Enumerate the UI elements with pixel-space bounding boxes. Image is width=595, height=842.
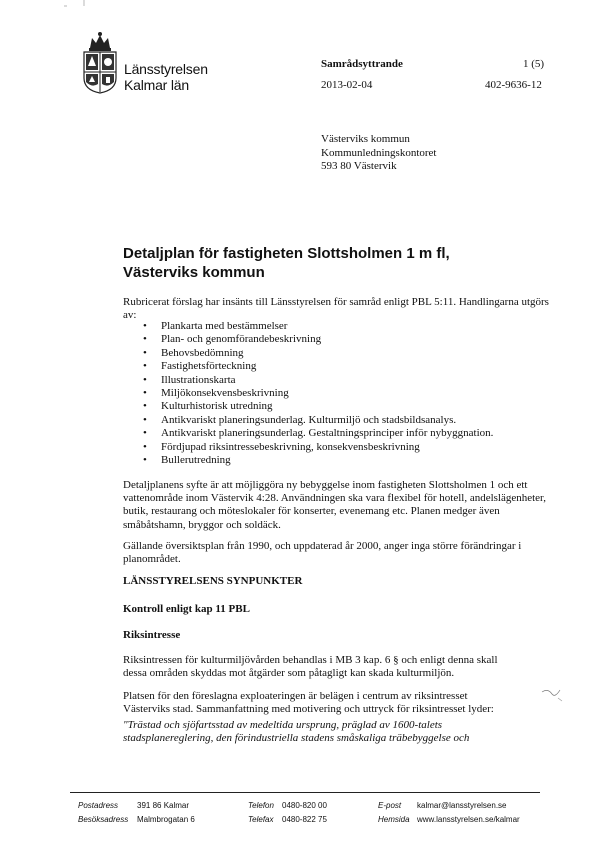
attachment-label: Antikvariskt planeringsunderlag. Gestaltningsprinciper inför nybyggnation. — [161, 427, 494, 440]
attachment-label: Kulturhistorisk utredning — [161, 400, 273, 413]
riksintresse-quote — [123, 719, 563, 745]
page-number: 1 (5) — [523, 58, 545, 70]
bullet-icon: • — [143, 320, 147, 332]
bullet-icon: • — [143, 427, 147, 440]
purpose-line: småbåtshamn, bryggor och soldäck. — [123, 518, 281, 531]
overview-line: Gällande översiktsplan från 1990, och uppdaterad år 2000, anger inga större förändringar i — [123, 540, 522, 552]
bullet-icon: • — [143, 373, 147, 386]
attachment-item — [143, 414, 493, 427]
recipient-line2: Kommunledningskontoret — [321, 146, 437, 159]
bullet-icon: • — [143, 400, 147, 413]
quote-line: "Trästad och sjöfartsstad av medeltida ursprung, präglad av 1600-talets — [123, 719, 443, 731]
recipient-line3: 593 80 Västervik — [321, 160, 397, 172]
document-title: Detaljplan för fastigheten Slottsholmen 1 m fl, Västerviks kommun — [123, 245, 450, 281]
bullet-icon: • — [143, 333, 147, 346]
attachment-label: Behovsbedömning — [161, 346, 244, 359]
riksintresse-line: Västerviks stad. Sammanfattning med motivering och uttryck för riksintresset lyder: — [123, 703, 494, 716]
attachment-label: Illustrationskarta — [161, 373, 236, 386]
attachment-item — [143, 333, 493, 346]
attachment-item — [143, 320, 493, 333]
agency-name — [124, 61, 208, 93]
attachment-label: Fördjupad riksintressebeskrivning, konsekvensbeskrivning — [161, 440, 420, 453]
attachment-item — [143, 400, 493, 413]
attachment-item — [143, 441, 493, 454]
attachment-label: Plan- och genomförandebeskrivning — [161, 333, 322, 346]
document-date: 2013-02-04 — [321, 79, 373, 91]
purpose-paragraph — [123, 479, 563, 532]
section-heading-synpunkter: LÄNSSTYRELSENS SYNPUNKTER — [123, 575, 303, 587]
riksintresse-line: dessa områden skyddas mot åtgärder som påtagligt kan skada kulturmiljön. — [123, 667, 455, 680]
footer-visit-label: Besöksadress — [78, 815, 129, 824]
bullet-icon: • — [143, 360, 147, 373]
attachment-label: Antikvariskt planeringsunderlag. Kulturmiljö och stadsbildsanalys. — [161, 413, 457, 426]
coat-of-arms-logo — [80, 30, 120, 94]
bullet-icon: • — [143, 346, 147, 359]
footer-phone-label: Telefon — [248, 801, 274, 810]
bullet-icon: • — [143, 440, 147, 453]
purpose-line: butik, restaurang och möteslokaler för konserter, evenemang etc. Planen medger även — [123, 505, 500, 518]
agency-name-line1: Länsstyrelsen — [124, 61, 208, 77]
overview-paragraph — [123, 540, 563, 566]
recipient-address — [321, 133, 437, 174]
footer-web-label: Hemsida — [378, 815, 410, 824]
riksintresse-line: Riksintressen för kulturmiljövården behandlas i MB 3 kap. 6 § och enligt denna skall — [123, 654, 498, 666]
recipient-line1: Västerviks kommun — [321, 133, 410, 145]
attachment-item — [143, 427, 493, 440]
riksintresse-paragraph-1 — [123, 654, 563, 680]
footer-email-label: E-post — [378, 801, 402, 810]
footer-email-link[interactable]: kalmar@lansstyrelsen.se — [417, 801, 507, 810]
intro-paragraph: Rubricerat förslag har insänts till Länsstyrelsen för samråd enligt PBL 5:11. Handlingarna utgörs av: — [123, 296, 549, 322]
riksintresse-line: Platsen för den föreslagna exploateringen är belägen i centrum av riksintresset — [123, 690, 468, 702]
attachment-item — [143, 360, 493, 373]
footer-phone-value: 0480-820 00 — [282, 801, 327, 810]
quote-line: stadsplanereglering, den förindustriella stadens småskaliga träbebyggelse och — [123, 732, 470, 745]
purpose-line: vattenområde inom Västervik 4:28. Användningen ska vara flexibel för hotell, andelslägenheter, — [123, 492, 547, 505]
bullet-icon: • — [143, 454, 147, 467]
overview-line: planområdet. — [123, 553, 181, 566]
riksintresse-paragraph-2 — [123, 690, 563, 716]
footer-visit-value: Malmbrogatan 6 — [137, 815, 195, 824]
bullet-icon: • — [143, 413, 147, 426]
scan-mark-icon — [60, 0, 90, 12]
section-heading-riksintresse: Riksintresse — [123, 629, 181, 641]
agency-name-line2: Kalmar län — [124, 77, 189, 93]
document-type: Samrådsyttrande — [321, 58, 403, 70]
attachment-item — [143, 387, 493, 400]
attachment-item — [143, 347, 493, 360]
attachment-item — [143, 374, 493, 387]
footer-post-label: Postadress — [78, 801, 119, 810]
footer-post-value: 391 86 Kalmar — [137, 801, 190, 810]
section-heading-kontroll: Kontroll enligt kap 11 PBL — [123, 603, 250, 615]
margin-pen-mark-icon — [540, 682, 564, 702]
attachment-label: Miljökonsekvensbeskrivning — [161, 387, 289, 400]
footer-fax-label: Telefax — [248, 815, 274, 824]
attachment-list — [143, 320, 493, 467]
attachment-item — [143, 454, 493, 467]
footer-fax-value: 0480-822 75 — [282, 815, 327, 824]
footer-divider — [70, 792, 540, 793]
document-reference: 402-9636-12 — [485, 79, 542, 91]
footer-web-link[interactable]: www.lansstyrelsen.se/kalmar — [417, 815, 520, 824]
attachment-label: Fastighetsförteckning — [161, 360, 257, 373]
bullet-icon: • — [143, 387, 147, 400]
attachment-label: Plankarta med bestämmelser — [161, 320, 288, 332]
attachment-label: Bullerutredning — [161, 454, 231, 467]
purpose-line: Detaljplanens syfte är att möjliggöra ny bebyggelse inom fastigheten Slottsholmen 1 och ett — [123, 479, 528, 491]
